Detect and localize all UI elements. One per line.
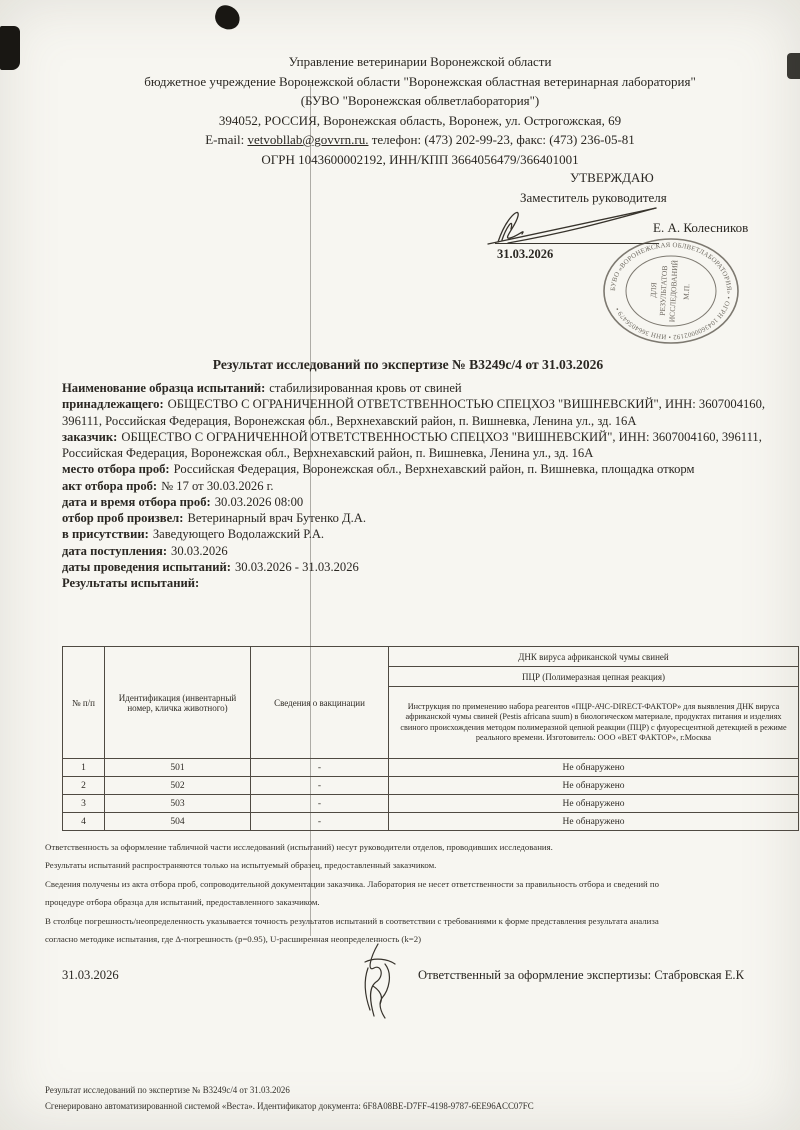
detail-value: стабилизированная кровь от свиней [269, 381, 462, 395]
th-method-detail: Инструкция по применению набора реагентов «ПЦР-АЧС-DIRECT-ФАКТОР» для выявления ДНК вируса африканской чумы свиней (Pestis africana suum) в биологическом материале, продуктах питания и изделиях свиного происхождения методом полимеразной цепной реакции (ПЦР) с флуоресцентной детекцией в режиме реального времени. Изготовитель: ООО «ВЕТ ФАКТОР», г.Москва [400, 701, 787, 742]
detail-label: дата и время отбора проб: [62, 494, 211, 509]
round-stamp [598, 236, 744, 346]
detail-label: принадлежащего: [62, 397, 164, 412]
detail-value: Российская Федерация, Воронежская обл., Верхнехавский район, п. Вишневка, площадка откорм [173, 462, 695, 477]
cell-result: Не обнаружено [389, 777, 799, 795]
footnote-line: Сведения получены из акта отбора проб, сопроводительной документации заказчика. Лаборатория не несет ответственности за правильность отбора и сведений по [45, 878, 660, 889]
cell-result: Не обнаружено [389, 759, 799, 777]
footnotes [45, 838, 797, 948]
footnote-line: В столбце погрешность/неопределенность указывается точность результатов испытаний в соответствии с требованиями к форме представления результата анализа [45, 915, 659, 926]
cell-result: Не обнаружено [389, 813, 799, 831]
th-num: № п/п [63, 647, 105, 759]
cell-result: Не обнаружено [389, 795, 799, 813]
cell-num: 1 [63, 759, 105, 777]
org-ogrn-inn: ОГРН 1043600002192, ИНН/КПП 3664056479/366401001 [261, 151, 579, 167]
detail-row [62, 559, 795, 575]
detail-label: отбор проб произвел: [62, 511, 184, 525]
detail-value: 30.03.2026 08:00 [214, 494, 304, 509]
detail-row [62, 429, 795, 462]
cell-id: 501 [105, 759, 251, 777]
email-label: E-mail: [205, 132, 245, 147]
th-analysis-group [389, 647, 799, 759]
org-contacts-line [40, 130, 800, 150]
cell-id: 504 [105, 813, 251, 831]
stamp-inner-line: ДЛЯ [648, 282, 659, 299]
approver-name: Е. А. Колесников [653, 220, 749, 235]
phone-fax-text: телефон: (473) 202-99-23, факс: (473) 236-05-81 [371, 132, 635, 147]
detail-value: Ветеринарный врач Бутенко Д.А. [187, 511, 367, 525]
stamp-inner-line: ИССЛЕДОВАНИЙ [667, 259, 680, 323]
executor-signature [340, 938, 410, 1023]
detail-label: Результаты испытаний: [62, 576, 200, 590]
detail-label: Наименование образца испытаний: [62, 381, 266, 395]
approval-position: Заместитель руководителя [520, 190, 667, 205]
detail-row [62, 510, 795, 526]
th-analyte: ДНК вируса африканской чумы свиней [389, 647, 798, 667]
cell-id: 503 [105, 795, 251, 813]
detail-label: даты проведения испытаний: [62, 559, 231, 574]
org-header [40, 52, 800, 169]
th-identification: Идентификация (инвентарный номер, кличка животного) [105, 647, 251, 759]
detail-label: дата поступления: [62, 543, 168, 558]
detail-row [62, 396, 795, 429]
th-vaccination: Сведения о вакцинации [251, 647, 389, 759]
footer-expertise-ref: Результат исследований по экспертизе № В3249с/4 от 31.03.2026 [45, 1085, 290, 1095]
detail-value: № 17 от 30.03.2026 г. [161, 478, 274, 493]
results-table [62, 646, 799, 831]
cell-vaccination: - [251, 777, 389, 795]
cell-num: 2 [63, 777, 105, 795]
stamp-ring-text: БУВО «ВОРОНЕЖСКАЯ ОБЛВЕТЛАБОРАТОРИЯ» • ОГРН 1043600002192 • ИНН 3664056479 • [609, 241, 733, 341]
scan-smudge-top-left [0, 26, 20, 70]
detail-value: 30.03.2026 [171, 543, 228, 558]
responsible-line: Ответственный за оформление экспертизы: Стабровская Е.К [418, 968, 744, 982]
scan-smudge-top [212, 3, 243, 33]
detail-label: место отбора проб: [62, 462, 170, 477]
footnote-line: Ответственность за оформление табличной части исследований (испытаний) несут руководители отделов, проводивших исследования. [45, 842, 553, 852]
stamp-inner-line: РЕЗУЛЬТАТОВ [657, 265, 670, 316]
cell-num: 4 [63, 813, 105, 831]
cell-id: 502 [105, 777, 251, 795]
detail-row [62, 461, 795, 477]
detail-row [62, 494, 795, 510]
org-address: 394052, РОССИЯ, Воронежская область, Воронеж, ул. Острогожская, 69 [218, 112, 622, 128]
detail-row [62, 575, 795, 591]
cell-num: 3 [63, 795, 105, 813]
detail-label: в присутствии: [62, 527, 149, 542]
approval-date: 31.03.2026 [497, 247, 554, 261]
detail-value: Заведующего Водолажский Р.А. [152, 527, 325, 542]
detail-row [62, 380, 795, 396]
detail-value: 30.03.2026 - 31.03.2026 [234, 559, 359, 574]
org-name: Управление ветеринарии Воронежской области [288, 54, 552, 69]
detail-label: акт отбора проб: [62, 478, 158, 493]
footnote-line: Результаты испытаний распространяются только на испытуемый образец, предоставленный заказчиком. [45, 860, 437, 871]
detail-row [62, 526, 795, 542]
detail-label: заказчик: [62, 429, 118, 444]
org-short-name: (БУВО "Воронежская облветлаборатория") [300, 93, 540, 108]
detail-value: ОБЩЕСТВО С ОГРАНИЧЕННОЙ ОТВЕТСТВЕННОСТЬЮ СПЕЦХОЗ "ВИШНЕВСКИЙ", ИНН: 3607004160, 396111, Российская Федерация, Воронежская обл., Верхнехавский район, п. Вишневка, Ленина ул., зд. 16А [62, 429, 762, 460]
footnote-line: согласно методике испытания, где Δ-погрешность (p=0.95), U-расширенная неопределенность (k=2) [45, 934, 422, 945]
sample-details [62, 380, 795, 591]
approval-heading: УТВЕРЖДАЮ [570, 170, 654, 185]
detail-value: ОБЩЕСТВО С ОГРАНИЧЕННОЙ ОТВЕТСТВЕННОСТЬЮ СПЕЦХОЗ "ВИШНЕВСКИЙ", ИНН: 3607004160, 396111, Российская Федерация, Воронежская обл., Верхнехавский район, п. Вишневка, Ленина ул., зд. 16А [62, 397, 766, 428]
report-title: Результат исследований по экспертизе № В3249с/4 от 31.03.2026 [212, 357, 604, 372]
email-link[interactable]: vetvobllab@govvrn.ru. [247, 132, 369, 147]
cell-vaccination: - [251, 813, 389, 831]
th-method: ПЦР (Полимеразная цепная реакция) [389, 667, 798, 687]
stamp-inner-line: М.П. [681, 283, 692, 301]
org-full-name: бюджетное учреждение Воронежской области "Воронежская областная ветеринарная лаборатория" [144, 73, 696, 89]
signoff-date: 31.03.2026 [62, 968, 119, 982]
detail-row [62, 543, 795, 559]
cell-vaccination: - [251, 759, 389, 777]
cell-vaccination: - [251, 795, 389, 813]
footnote-line: процедуре отбора образца для испытаний, предоставленного заказчиком. [45, 897, 320, 908]
page-footer [45, 1082, 797, 1114]
detail-row [62, 478, 795, 494]
footer-generated-by: Сгенерировано автоматизированной системой «Веста». Идентификатор документа: 6F8A08BE-D7FF-4198-9787-6EE96ACC07FC [45, 1101, 534, 1111]
